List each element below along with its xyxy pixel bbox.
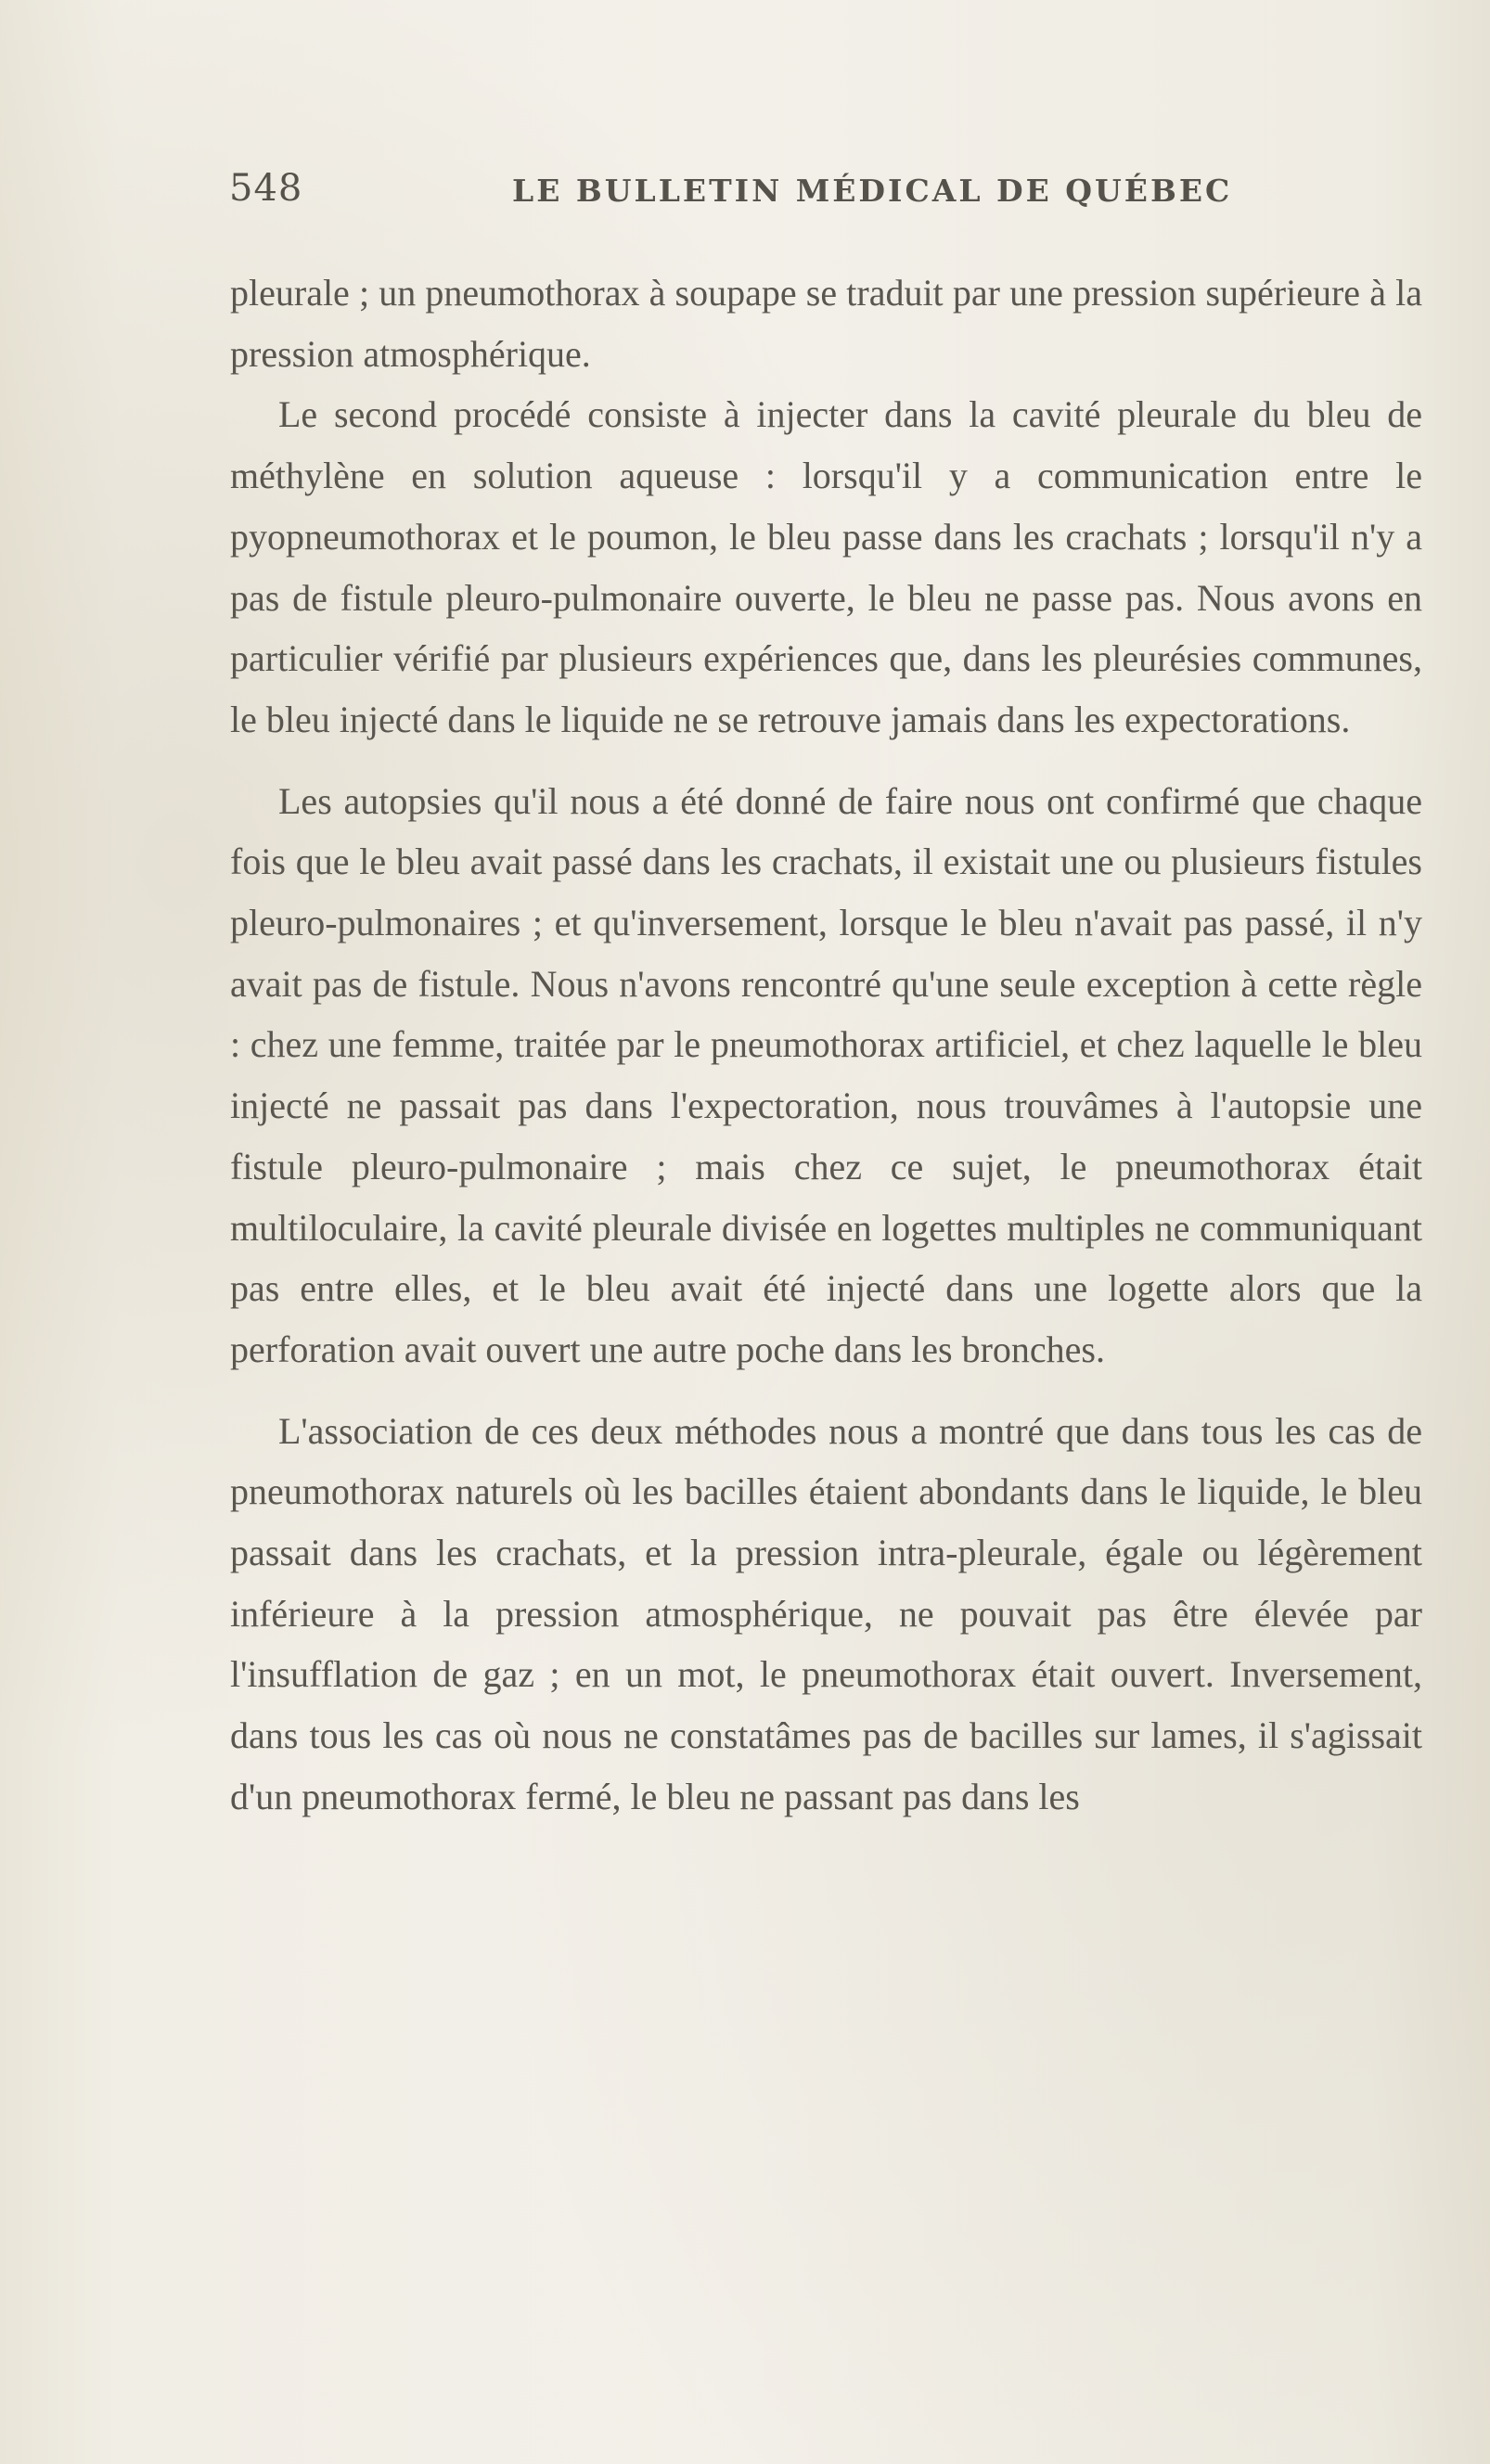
paragraph-association: L'association de ces deux méthodes nous a montré que dans tous les cas de pneumothorax naturels où les bacilles étaient abondants dans le liquide, le bleu passait dans les crachats, et la pression intra-pleurale, égale ou légèrement inférieure à la pression atmosphérique, ne pouvait pas être élevée par l'insufflation de gaz ; en un mot, le pneumothorax était ouvert. Inversement, dans tous les cas où nous ne constatâmes pas de bacilles sur lames, il s'agissait d'un pneumothorax fermé, le bleu ne passant pas dans les bbox=[230, 1409, 1422, 1817]
paragraph-methylene-blue: Le second procédé consiste à injecter dans la cavité pleurale du bleu de méthylène en solution aqueuse : lorsqu'il y a communication entre le pyopneumothorax et le poumon, le bleu passe dans les crachats ; lorsqu'il n'y a pas de fistule pleuro-pulmonaire ouverte, le bleu ne passe pas. Nous avons en particulier vérifié par plusieurs expériences que, dans les pleurésies communes, le bleu injecté dans le liquide ne se retrouve jamais dans les expectorations. bbox=[230, 393, 1422, 740]
paragraph-autopsies: Les autopsies qu'il nous a été donné de faire nous ont confirmé que chaque fois que le bleu avait passé dans les crachats, il existait une ou plusieurs fistules pleuro-pulmonaires ; et qu'inversement, lorsque le bleu n'avait pas passé, il n'y avait pas de fistule. Nous n'avons rencontré qu'une seule exception à cette règle : chez une femme, traitée par le pneumothorax artificiel, et chez laquelle le bleu injecté ne passait pas dans l'expectoration, nous trouvâmes à l'autopsie une fistule pleuro-pulmonaire ; mais chez ce sujet, le pneumothorax était multiloculaire, la cavité pleurale divisée en logettes multiples ne communiquant pas entre elles, et le bleu avait été injecté dans une logette alors que la perforation avait ouvert une autre poche dans les bronches. bbox=[230, 779, 1422, 1370]
body-text bbox=[230, 263, 1422, 1828]
running-title: LE BULLETIN MÉDICAL DE QUÉBEC bbox=[512, 173, 1233, 209]
page-number: 548 bbox=[229, 167, 303, 210]
paragraph-continuation: pleurale ; un pneumothorax à soupape se traduit par une pression supérieure à la pression atmosphérique. bbox=[230, 272, 1422, 375]
